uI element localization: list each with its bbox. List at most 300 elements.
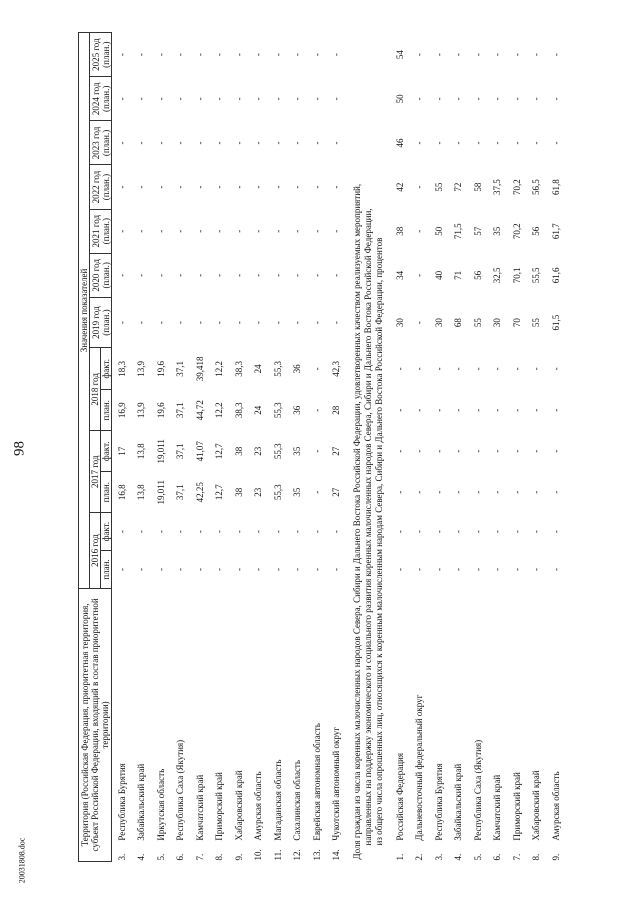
- value-cell: 61,6: [550, 267, 561, 284]
- value-cell: 41,07: [194, 441, 205, 462]
- value-cell: 54: [394, 50, 405, 60]
- value-cell: -: [472, 449, 483, 453]
- value-cell: -: [194, 53, 205, 57]
- value-cell: -: [414, 229, 425, 233]
- table-row: [288, 33, 308, 862]
- value-cell: -: [433, 530, 444, 534]
- value-cell: -: [414, 97, 425, 101]
- value-cell: -: [233, 185, 244, 189]
- territory-name: Амурская область: [253, 771, 264, 841]
- value-cell: -: [194, 97, 205, 101]
- value-cell: -: [233, 141, 244, 145]
- table-body-part-b: [390, 33, 566, 862]
- value-cell: -: [214, 53, 225, 57]
- value-cell: -: [253, 567, 264, 571]
- territory-name: Республика Саха (Якутия): [472, 739, 483, 841]
- value-cell: -: [194, 567, 205, 571]
- year-2017-header: 2017 год: [90, 431, 101, 513]
- value-cell: 30: [433, 318, 444, 328]
- value-cell: 56,5: [531, 179, 542, 195]
- value-cell: -: [292, 567, 303, 571]
- row-number: 3.: [116, 853, 127, 861]
- fact-2017-header: факт.: [101, 431, 112, 472]
- value-cell: -: [253, 53, 264, 57]
- row-number: 2.: [414, 853, 425, 861]
- territory-name: Еврейская автономная область: [311, 723, 322, 841]
- year-2021-header: 2021 год (план.): [90, 209, 112, 253]
- value-cell: -: [155, 229, 166, 233]
- value-cell: 32,5: [492, 267, 503, 284]
- value-cell: -: [511, 567, 522, 571]
- year-2019-header: 2019 год (план.): [90, 297, 112, 347]
- value-cell: -: [136, 185, 147, 189]
- value-cell: 19,011: [155, 480, 166, 505]
- value-cell: 55: [433, 182, 444, 192]
- value-cell: -: [511, 449, 522, 453]
- value-cell: -: [511, 53, 522, 57]
- section-heading: [346, 33, 390, 862]
- value-cell: 12,7: [214, 484, 225, 501]
- value-cell: -: [433, 97, 444, 101]
- value-cell: 35: [292, 446, 303, 456]
- value-cell: 16,8: [116, 484, 127, 501]
- value-cell: -: [550, 408, 561, 412]
- value-cell: 35: [292, 487, 303, 497]
- value-cell: 55,5: [531, 267, 542, 284]
- value-cell: -: [453, 53, 464, 57]
- value-cell: 13,9: [136, 360, 147, 377]
- value-cell: 19,6: [155, 402, 166, 419]
- value-cell: -: [433, 567, 444, 571]
- territory-name: Дальневосточный федеральный округ: [414, 694, 425, 841]
- territory-name: Сахалинская область: [292, 760, 303, 841]
- value-cell: -: [331, 97, 342, 101]
- value-cell: -: [194, 229, 205, 233]
- page-number: 98: [11, 441, 28, 456]
- territory-name: Камчатский край: [492, 774, 503, 841]
- value-cell: -: [272, 185, 283, 189]
- value-cell: -: [155, 53, 166, 57]
- value-cell: -: [414, 530, 425, 534]
- value-cell: -: [433, 141, 444, 145]
- value-cell: -: [311, 490, 322, 494]
- value-cell: 19,011: [155, 439, 166, 464]
- value-cell: -: [272, 273, 283, 277]
- table-row: [449, 33, 469, 862]
- value-cell: -: [292, 321, 303, 325]
- value-cell: -: [136, 229, 147, 233]
- value-cell: -: [194, 273, 205, 277]
- section-heading-line-1: Доля граждан из числа коренных малочисленных народов Севера, Сибири и Дальнего Востока Российской Федерации, удовлетворенных качеством реализуемых мероприятий,: [351, 183, 362, 860]
- value-cell: 18,3: [116, 360, 127, 377]
- value-cell: 38: [233, 487, 244, 497]
- value-cell: -: [394, 530, 405, 534]
- value-cell: -: [511, 97, 522, 101]
- territory-name: Камчатский край: [194, 774, 205, 841]
- value-cell: -: [116, 185, 127, 189]
- value-cell: 46: [394, 138, 405, 148]
- section-heading-line-2: направленных на поддержку экономического и социального развития коренных малочисленных народов Севера, Сибири и Дальнего Востока Российской Федерации,: [362, 208, 373, 846]
- value-cell: -: [311, 530, 322, 534]
- row-number: 11.: [272, 849, 283, 861]
- value-cell: 23: [253, 487, 264, 497]
- value-cell: -: [175, 567, 186, 571]
- value-cell: -: [292, 229, 303, 233]
- value-cell: 38,3: [233, 360, 244, 377]
- value-cell: 37,1: [175, 402, 186, 419]
- table-row: [468, 33, 488, 862]
- value-cell: -: [272, 97, 283, 101]
- year-2020-header: 2020 год (план.): [90, 253, 112, 297]
- row-number: 8.: [214, 853, 225, 861]
- value-cell: 42,25: [194, 482, 205, 503]
- value-cell: -: [175, 141, 186, 145]
- value-cell: -: [433, 408, 444, 412]
- value-cell: -: [531, 449, 542, 453]
- value-cell: -: [531, 367, 542, 371]
- value-cell: 24: [253, 405, 264, 415]
- value-cell: -: [531, 490, 542, 494]
- value-cell: -: [116, 53, 127, 57]
- value-cell: -: [214, 273, 225, 277]
- value-cell: 40: [433, 270, 444, 280]
- row-number: 7.: [511, 853, 522, 861]
- value-cell: -: [331, 530, 342, 534]
- value-cell: -: [331, 185, 342, 189]
- table-row: [268, 33, 288, 862]
- value-cell: -: [233, 530, 244, 534]
- value-cell: -: [311, 141, 322, 145]
- table-row: [171, 33, 191, 862]
- value-cell: -: [511, 530, 522, 534]
- value-cell: -: [331, 567, 342, 571]
- value-cell: -: [214, 141, 225, 145]
- territory-name: Хабаровский край: [233, 770, 244, 841]
- value-cell: -: [311, 449, 322, 453]
- row-number: 8.: [531, 853, 542, 861]
- value-cell: 38: [394, 226, 405, 236]
- table-row: [151, 33, 171, 862]
- value-cell: -: [116, 567, 127, 571]
- value-cell: -: [472, 530, 483, 534]
- territory-name: Иркутская область: [155, 768, 166, 841]
- value-cell: 42,3: [331, 360, 342, 377]
- value-cell: -: [511, 490, 522, 494]
- value-cell: -: [472, 141, 483, 145]
- value-cell: -: [233, 97, 244, 101]
- value-cell: -: [492, 530, 503, 534]
- value-cell: -: [453, 449, 464, 453]
- value-cell: 16,9: [116, 402, 127, 419]
- row-number: 7.: [194, 853, 205, 861]
- value-cell: -: [331, 273, 342, 277]
- row-number: 6.: [175, 853, 186, 861]
- value-cell: -: [472, 97, 483, 101]
- table-row: [390, 33, 410, 862]
- value-cell: -: [272, 141, 283, 145]
- row-number: 10.: [253, 849, 264, 861]
- value-cell: -: [414, 408, 425, 412]
- value-cell: -: [136, 97, 147, 101]
- value-cell: 71: [453, 270, 464, 280]
- table-row: [210, 33, 230, 862]
- value-cell: -: [311, 408, 322, 412]
- section-heading-group: [346, 33, 390, 862]
- section-heading-line-3: из общего числа опрошенных лиц, относящихся к коренным малочисленным народам Севера, Сибири и Дальнего Востока Российской Федерации, процентов: [373, 237, 384, 846]
- year-2016-header: 2016 год: [90, 513, 101, 589]
- value-cell: -: [472, 53, 483, 57]
- value-cell: -: [253, 97, 264, 101]
- value-cell: -: [550, 449, 561, 453]
- fact-2018-header: факт.: [101, 348, 112, 390]
- value-cell: -: [394, 567, 405, 571]
- value-cell: -: [155, 185, 166, 189]
- value-cell: -: [214, 185, 225, 189]
- value-cell: -: [233, 273, 244, 277]
- value-cell: -: [311, 567, 322, 571]
- row-number: 6.: [492, 853, 503, 861]
- value-cell: 24: [253, 364, 264, 374]
- value-cell: 68: [453, 318, 464, 328]
- value-cell: 19,6: [155, 360, 166, 377]
- value-cell: -: [492, 490, 503, 494]
- value-cell: -: [116, 97, 127, 101]
- value-cell: -: [194, 321, 205, 325]
- value-cell: -: [472, 408, 483, 412]
- document-code: 20031808.doc: [17, 837, 27, 884]
- value-cell: -: [453, 567, 464, 571]
- value-cell: -: [155, 321, 166, 325]
- value-cell: -: [433, 449, 444, 453]
- value-cell: -: [155, 141, 166, 145]
- value-cell: -: [531, 567, 542, 571]
- value-cell: -: [233, 53, 244, 57]
- value-cell: 13,8: [136, 484, 147, 501]
- territory-name: Приморский край: [511, 772, 522, 841]
- value-cell: -: [433, 53, 444, 57]
- value-cell: -: [414, 185, 425, 189]
- value-cell: 55,3: [272, 402, 283, 419]
- table-row: [327, 33, 347, 862]
- value-cell: -: [550, 97, 561, 101]
- row-number: 4.: [136, 853, 147, 861]
- value-cell: -: [414, 449, 425, 453]
- value-cell: 55: [472, 318, 483, 328]
- territory-name: Чукотский автономный округ: [331, 727, 342, 841]
- territory-name: Магаданская область: [272, 759, 283, 841]
- table-row: [410, 33, 430, 862]
- value-cell: 71,5: [453, 223, 464, 240]
- value-cell: 37,5: [492, 179, 503, 195]
- row-number: 9.: [233, 853, 244, 861]
- value-cell: -: [253, 321, 264, 325]
- value-cell: -: [492, 449, 503, 453]
- table-row: [249, 33, 269, 862]
- table-row: [112, 33, 132, 862]
- value-cell: 57: [472, 226, 483, 236]
- value-cell: 55,3: [272, 443, 283, 460]
- value-cell: -: [550, 141, 561, 145]
- table-row: [132, 33, 152, 862]
- table-body-part-a: [112, 33, 347, 862]
- value-cell: -: [550, 567, 561, 571]
- plan-2016-header: план.: [101, 551, 112, 589]
- table-row: [507, 33, 527, 862]
- value-cell: 13,8: [136, 443, 147, 460]
- value-cell: -: [394, 449, 405, 453]
- value-cell: -: [331, 321, 342, 325]
- table-row: [190, 33, 210, 862]
- value-cell: -: [492, 367, 503, 371]
- value-cell: 72: [453, 182, 464, 192]
- value-cell: -: [492, 141, 503, 145]
- value-cell: 70,2: [511, 223, 522, 240]
- value-cell: -: [175, 530, 186, 534]
- value-cell: 70,2: [511, 179, 522, 195]
- value-cell: 70,1: [511, 267, 522, 284]
- value-cell: -: [531, 408, 542, 412]
- value-cell: -: [272, 53, 283, 57]
- value-cell: -: [531, 97, 542, 101]
- row-number: 1.: [394, 853, 405, 861]
- year-2023-header: 2023 год (план.): [90, 121, 112, 165]
- value-cell: -: [453, 141, 464, 145]
- value-cell: -: [136, 53, 147, 57]
- value-cell: -: [175, 273, 186, 277]
- value-cell: -: [116, 229, 127, 233]
- value-cell: -: [414, 367, 425, 371]
- value-cell: -: [136, 530, 147, 534]
- plan-2018-header: план.: [101, 390, 112, 431]
- value-cell: -: [394, 367, 405, 371]
- table-row: [488, 33, 508, 862]
- plan-2017-header: план.: [101, 472, 112, 513]
- value-cell: 12,2: [214, 360, 225, 377]
- value-cell: -: [155, 97, 166, 101]
- value-cell: 13,9: [136, 402, 147, 419]
- value-cell: 56: [472, 270, 483, 280]
- value-cell: -: [155, 273, 166, 277]
- value-cell: -: [550, 367, 561, 371]
- value-cell: -: [511, 408, 522, 412]
- value-cell: -: [453, 490, 464, 494]
- year-2022-header: 2022 год (план.): [90, 165, 112, 209]
- value-cell: -: [136, 273, 147, 277]
- value-cell: -: [292, 97, 303, 101]
- values-header: Значения показателей: [79, 33, 90, 589]
- indicators-table: [78, 32, 566, 862]
- value-cell: 36: [292, 405, 303, 415]
- value-cell: -: [214, 530, 225, 534]
- value-cell: -: [453, 530, 464, 534]
- value-cell: 23: [253, 446, 264, 456]
- value-cell: -: [511, 141, 522, 145]
- value-cell: -: [292, 273, 303, 277]
- value-cell: -: [331, 229, 342, 233]
- value-cell: 12,2: [214, 402, 225, 419]
- value-cell: 61,8: [550, 179, 561, 195]
- value-cell: -: [311, 321, 322, 325]
- rotated-table-page: [78, 32, 623, 862]
- territory-name: Российская Федерация: [394, 753, 405, 841]
- value-cell: 30: [492, 318, 503, 328]
- value-cell: -: [272, 567, 283, 571]
- value-cell: 55: [531, 318, 542, 328]
- value-cell: -: [272, 321, 283, 325]
- value-cell: 30: [394, 318, 405, 328]
- year-2018-header: 2018 год: [90, 348, 101, 431]
- value-cell: -: [292, 53, 303, 57]
- value-cell: -: [175, 53, 186, 57]
- territory-name: Забайкальский край: [453, 763, 464, 841]
- value-cell: -: [414, 567, 425, 571]
- value-cell: -: [272, 229, 283, 233]
- value-cell: -: [414, 273, 425, 277]
- value-cell: 35: [492, 226, 503, 236]
- value-cell: 50: [433, 226, 444, 236]
- value-cell: -: [433, 490, 444, 494]
- territory-header: Территория (Российская Федерация, приоритетная территория, субъект Российской Федерации, входящий в состав приоритетной территории): [79, 588, 112, 861]
- value-cell: -: [233, 229, 244, 233]
- value-cell: -: [492, 97, 503, 101]
- value-cell: 38: [233, 446, 244, 456]
- value-cell: 55,3: [272, 360, 283, 377]
- value-cell: -: [194, 530, 205, 534]
- value-cell: -: [272, 530, 283, 534]
- value-cell: -: [214, 321, 225, 325]
- value-cell: -: [414, 490, 425, 494]
- value-cell: -: [492, 567, 503, 571]
- value-cell: -: [311, 367, 322, 371]
- value-cell: 61,5: [550, 314, 561, 331]
- fact-2016-header: факт.: [101, 513, 112, 551]
- value-cell: -: [394, 490, 405, 494]
- value-cell: -: [253, 273, 264, 277]
- row-number: 13.: [311, 849, 322, 861]
- territory-name: Забайкальский край: [136, 763, 147, 841]
- value-cell: 44,72: [194, 400, 205, 421]
- table-row: [429, 33, 449, 862]
- table-row: [229, 33, 249, 862]
- value-cell: 12,7: [214, 443, 225, 460]
- value-cell: -: [155, 530, 166, 534]
- value-cell: 70: [511, 318, 522, 328]
- value-cell: -: [472, 567, 483, 571]
- table-header: [79, 33, 112, 862]
- value-cell: -: [394, 408, 405, 412]
- table-row: [527, 33, 547, 862]
- value-cell: -: [531, 141, 542, 145]
- value-cell: -: [116, 530, 127, 534]
- row-number: 14.: [331, 849, 342, 861]
- value-cell: -: [253, 530, 264, 534]
- value-cell: -: [136, 321, 147, 325]
- value-cell: -: [194, 185, 205, 189]
- value-cell: -: [453, 408, 464, 412]
- value-cell: 27: [331, 446, 342, 456]
- value-cell: -: [292, 141, 303, 145]
- value-cell: -: [453, 97, 464, 101]
- value-cell: -: [175, 97, 186, 101]
- year-2025-header: 2025 год (план.): [90, 33, 112, 77]
- value-cell: 56: [531, 226, 542, 236]
- value-cell: 50: [394, 94, 405, 104]
- value-cell: -: [550, 530, 561, 534]
- value-cell: -: [116, 321, 127, 325]
- row-number: 5.: [472, 853, 483, 861]
- value-cell: 55,3: [272, 484, 283, 501]
- territory-name: Республика Бурятия: [433, 763, 444, 841]
